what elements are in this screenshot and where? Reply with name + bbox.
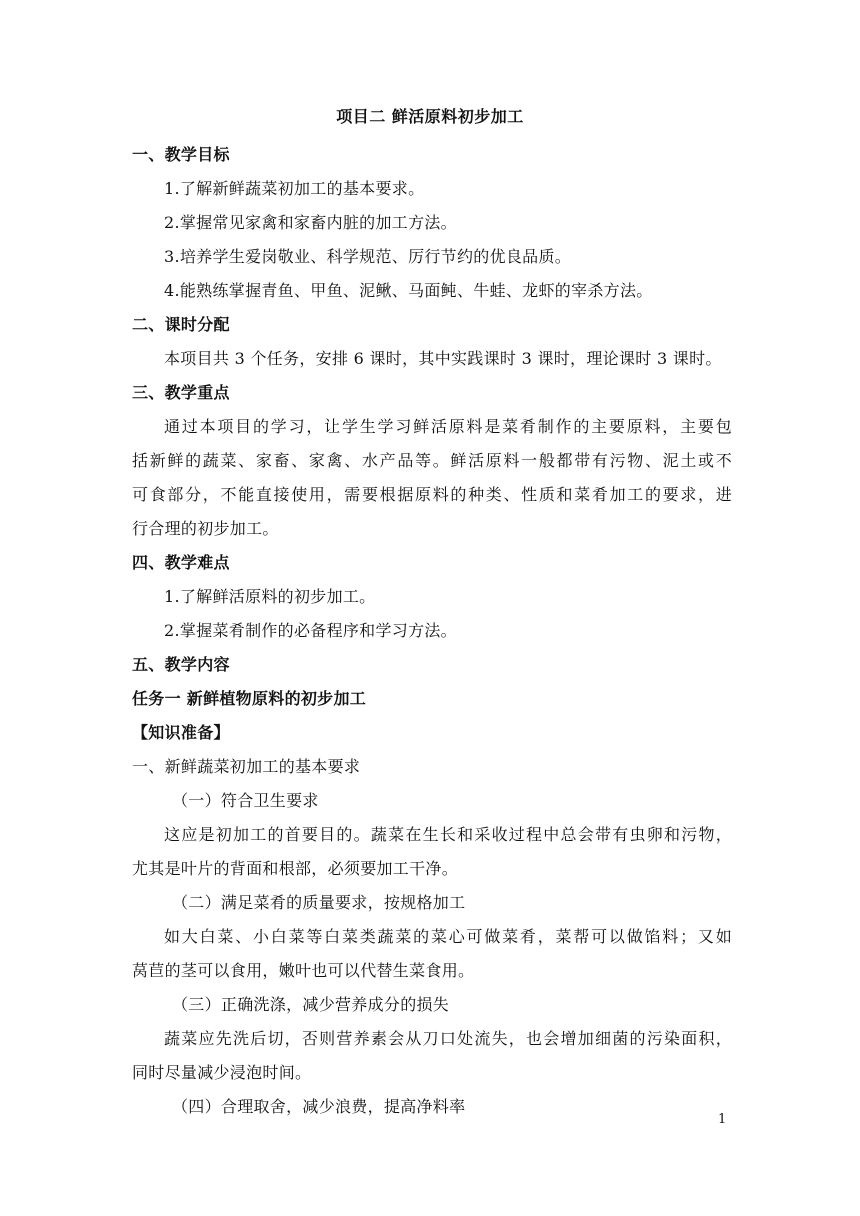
requirements-heading: 一、新鲜蔬菜初加工的基本要求 <box>132 757 361 776</box>
page-number: 1 <box>718 1112 727 1127</box>
paragraph-line: 通过本项目的学习，让学生学习鲜活原料是菜肴制作的主要原料，主要包 <box>164 417 732 436</box>
paragraph-line: 如大白菜、小白菜等白菜类蔬菜的菜心可做菜肴，菜帮可以做馅料；又如 <box>164 927 732 946</box>
goal-item: 4.能熟练掌握青鱼、甲鱼、泥鳅、马面鲀、牛蛙、龙虾的宰杀方法。 <box>164 281 653 300</box>
task-heading: 任务一 新鲜植物原料的初步加工 <box>132 689 367 708</box>
difficulty-item: 1.了解鲜活原料的初步加工。 <box>164 587 376 606</box>
class-hours-text: 本项目共 3 个任务，安排 6 课时，其中实践课时 3 课时，理论课时 3 课时。 <box>164 349 722 368</box>
requirement-title: （四）合理取舍，减少浪费，提高净料率 <box>172 1097 466 1116</box>
document-body <box>132 138 732 1124</box>
goal-item: 3.培养学生爱岗敬业、科学规范、厉行节约的优良品质。 <box>164 247 572 266</box>
page-title: 项目二 鲜活原料初步加工 <box>336 107 524 126</box>
knowledge-heading: 【知识准备】 <box>132 723 230 742</box>
paragraph-line: 莴苣的茎可以食用，嫩叶也可以代替生菜食用。 <box>132 961 475 980</box>
paragraph-line: 这应是初加工的首要目的。蔬菜在生长和采收过程中总会带有虫卵和污物， <box>164 825 732 844</box>
goal-item: 1.了解新鲜蔬菜初加工的基本要求。 <box>164 179 425 198</box>
section-heading-difficulties: 四、教学难点 <box>132 553 230 572</box>
paragraph-line: 行合理的初步加工。 <box>132 519 279 538</box>
paragraph-line: 蔬菜应先洗后切，否则营养素会从刀口处流失，也会增加细菌的污染面积， <box>164 1029 732 1048</box>
section-heading-key-points: 三、教学重点 <box>132 383 230 402</box>
section-heading-content: 五、教学内容 <box>132 655 230 674</box>
requirement-title: （一）符合卫生要求 <box>172 791 319 810</box>
requirement-title: （二）满足菜肴的质量要求，按规格加工 <box>172 893 466 912</box>
paragraph-line: 可食部分，不能直接使用，需要根据原料的种类、性质和菜肴加工的要求，进 <box>132 485 732 504</box>
goal-item: 2.掌握常见家禽和家畜内脏的加工方法。 <box>164 213 457 232</box>
section-heading-class-hours: 二、课时分配 <box>132 315 230 334</box>
paragraph-line: 同时尽量减少浸泡时间。 <box>132 1063 312 1082</box>
requirement-title: （三）正确洗涤，减少营养成分的损失 <box>172 995 450 1014</box>
paragraph-line: 尤其是叶片的背面和根部，必须要加工干净。 <box>132 859 459 878</box>
section-heading-teaching-goals: 一、教学目标 <box>132 145 230 164</box>
difficulty-item: 2.掌握菜肴制作的必备程序和学习方法。 <box>164 621 457 640</box>
paragraph-line: 括新鲜的蔬菜、家畜、家禽、水产品等。鲜活原料一般都带有污物、泥土或不 <box>132 451 732 470</box>
